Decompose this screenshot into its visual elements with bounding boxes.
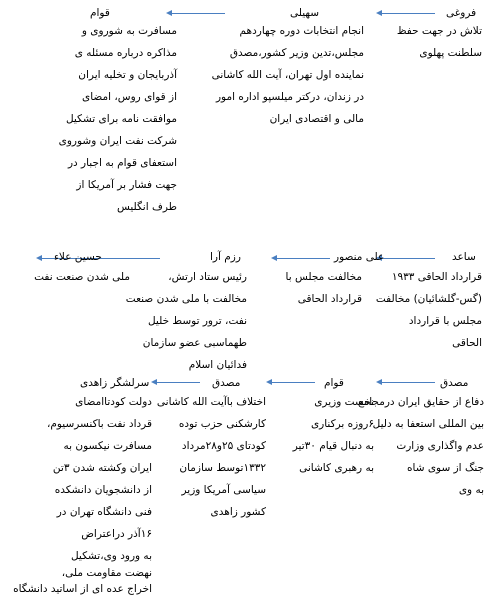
node-zahedi-line: دولت کودتاامضای [75, 396, 152, 408]
node-zahedi-line: اخراج عده ای از اساتید دانشگاه [13, 583, 152, 595]
node-zahedi-line: قرداد نفت باکنسرسیوم، [46, 418, 152, 430]
node-razmara-line: نفت، ترور توسط خلیل [147, 315, 247, 327]
node-mosaddegh2-line: کارشکنی حزب توده [178, 418, 266, 430]
node-ala-line: ملی شدن صنعت نفت [34, 271, 130, 283]
node-saed-line: (گس-گلشائیان) مخالفت [375, 293, 482, 305]
node-mosaddegh1-line: عدم واگذاری وزارت [396, 440, 484, 452]
node-zahedi-line: مسافرت نیکسون به [63, 440, 152, 452]
node-soheili-line: انجام انتخابات دوره چهاردهم [239, 25, 364, 37]
node-ghavam2-line: به رهبری کاشانی [299, 462, 374, 474]
node-mansour-line: مخالفت مجلس با [285, 271, 362, 283]
node-forughi-title: فروغی [446, 7, 477, 19]
node-mosaddegh2-line: کودتای ۲۵و۲۸مرداد [181, 440, 266, 452]
node-ghavam-line: طرف انگلیس [116, 201, 177, 213]
node-saed-line: مجلس با قرارداد [408, 315, 482, 327]
node-ghavam2-line: ۶روزه برکناری [310, 418, 374, 430]
node-mosaddegh2-line: ۱۳۳۲توسط سازمان [179, 462, 266, 474]
node-mansour-title: علی منصور [334, 251, 385, 263]
node-ghavam2-line: نخست وزیری [314, 396, 374, 408]
arrow-1 [380, 13, 435, 14]
node-mosaddegh1-line: بین المللی استعفا به دلیل [372, 418, 484, 430]
node-forughi-line: تلاش در جهت حفظ [396, 25, 482, 37]
arrow-3 [380, 258, 435, 259]
node-zahedi-line: از دانشجویان دانشکده [54, 484, 152, 496]
node-ghavam-title: قوام [90, 7, 110, 19]
node-soheili-line: نماینده اول تهران، آیت الله کاشانی [211, 69, 364, 81]
node-zahedi-title: سرلشگر زاهدی [80, 377, 150, 389]
node-razmara-line: مخالفت با ملی شدن صنعت [125, 293, 247, 305]
node-zahedi-line: نهضت مقاومت ملی، [61, 567, 152, 579]
node-ghavam-line: جهت فشار بر آمریکا از [76, 179, 177, 191]
node-ghavam2-title: قوام [324, 377, 344, 389]
node-ghavam2-line: به دنبال قیام ۳۰تیر [292, 440, 374, 452]
node-ghavam-line: شرکت نفت ایران وشوروی [58, 135, 177, 147]
node-razmara-line: فدائیان اسلام [188, 359, 247, 371]
node-mosaddegh2-title: مصدق [212, 377, 241, 389]
node-ghavam-line: از قوای روس، امضای [82, 91, 177, 103]
node-mosaddegh1-line: دفاع از حقایق ایران درمجامع [358, 396, 484, 408]
node-mosaddegh1-title: مصدق [440, 377, 469, 389]
node-ghavam-line: آذربایجان و تخلیه ایران [78, 69, 177, 81]
node-mosaddegh2-line: سیاسی آمریکا وزیر [181, 484, 266, 496]
node-saed-line: قرارداد الحاقی ۱۹۳۳ [391, 271, 482, 283]
node-soheili-line: مجلس،تدین وزیر کشور،مصدق [229, 47, 364, 59]
node-zahedi-line: ۱۶آذر دراعتراض [81, 528, 152, 540]
node-zahedi-line: فنی دانشگاه تهران در [56, 506, 152, 518]
node-zahedi-line: به ورود وی،تشکیل [70, 550, 152, 562]
node-ghavam-line: استعفای قوام به اجبار در [67, 157, 177, 169]
node-soheili-line: مالی و اقتصادی ایران [269, 113, 364, 125]
node-ghavam-line: مذاکره درباره مسئله ی [74, 47, 177, 59]
node-saed-line: الحاقی [452, 337, 482, 349]
node-mosaddegh1-line: جنگ از سوی شاه [407, 462, 484, 474]
node-soheili-line: در زندان، درکتر میلسپو اداره امور [215, 91, 364, 103]
arrow-7 [270, 382, 315, 383]
node-razmara-line: رئیس ستاد ارتش، [168, 271, 247, 283]
node-ghavam-line: موافقت نامه برای تشکیل [65, 113, 177, 125]
arrow-8 [155, 382, 200, 383]
node-zahedi-line: ایران وکشته شدن ۳تن [52, 462, 152, 474]
node-saed-title: ساعد [452, 251, 476, 263]
node-ghavam-line: مسافرت به شوروی و [81, 25, 177, 37]
node-mosaddegh1-line: به وی [458, 484, 484, 496]
node-mosaddegh2-line: کشور زاهدی [210, 506, 266, 518]
arrow-6 [380, 382, 435, 383]
node-razmara-title: رزم آرا [210, 251, 241, 263]
node-soheili-title: سهیلی [290, 7, 320, 19]
node-forughi-line: سلطنت پهلوی [419, 47, 482, 59]
node-mansour-line: قرارداد الحاقی [297, 293, 362, 305]
arrow-2 [170, 13, 225, 14]
node-mosaddegh2-line: اختلاف باآیت الله کاشانی [156, 396, 266, 408]
arrow-4 [275, 258, 330, 259]
node-ala-title: حسین علاء [54, 251, 102, 263]
node-razmara-line: طهماسبی عضو سازمان [142, 337, 247, 349]
